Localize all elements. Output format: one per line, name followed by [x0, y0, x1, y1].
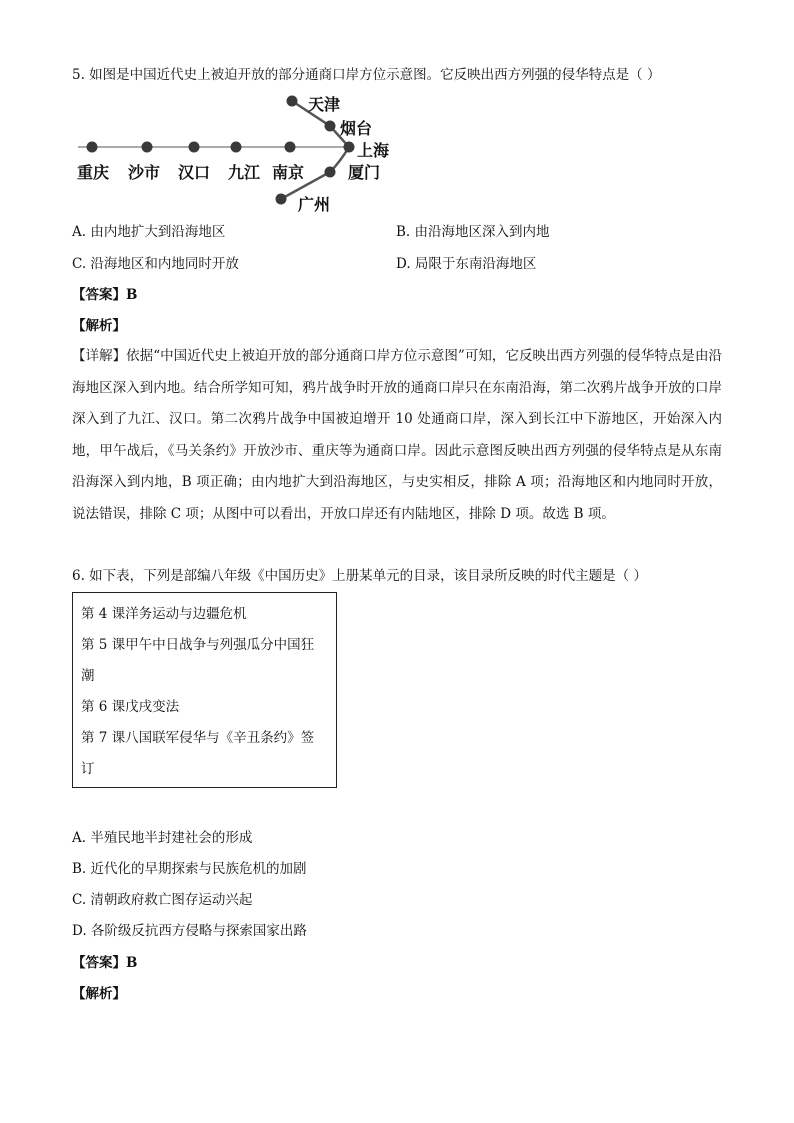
map-dot-tianjin [287, 96, 298, 107]
q5-option-c: C. 沿海地区和内地同时开放 [72, 256, 239, 272]
treaty-ports-map [72, 92, 412, 216]
q5-analysis-label: 【解析】 [72, 318, 126, 334]
q6-option-d: D. 各阶级反抗西方侵略与探索国家出路 [72, 923, 307, 939]
q5-detail: 【详解】依据“中国近代史上被迫开放的部分通商口岸方位示意图”可知，它反映出西方列强的侵华特点是由沿海地区深入到内地。结合所学知可知，鸦片战争时开放的通商口岸只在东南沿海，第二次鸦片战争开放的口岸深入到了九江、汉口。第二次鸦片战争中国被迫增开 10 处通商口岸，深入到长江中下游地区，开始深入内地，甲午战后，《马关条约》开放沙市、重庆等为通商口岸。因此示意图反映出西方列强的侵华特点是从东南沿海深入到内地，B 项正确；由内地扩大到沿海地区，与史实相反，排除 A 项；沿海地区和内地同时开放，说法错误，排除 C 项；从图中可以看出，开放口岸还有内陆地区，排除 D 项。故选 B 项。 [72, 348, 722, 522]
map-dot-xiamen [325, 167, 336, 178]
q5-option-d: D. 局限于东南沿海地区 [396, 256, 537, 272]
q6-option-c: C. 清朝政府救亡图存运动兴起 [72, 892, 253, 908]
map-dot-chongqing [87, 142, 98, 153]
q6-stem: 6. 如下表，下列是部编八年级《中国历史》上册某单元的目录，该目录所反映的时代主题是（ ） [72, 568, 647, 584]
toc-line: 订 [81, 761, 95, 777]
map-dot-shashi [142, 142, 153, 153]
map-dot-yantai [325, 121, 336, 132]
map-dot-jiujiang [231, 142, 242, 153]
map-label-xiamen: 厦门 [348, 163, 381, 182]
q5-stem: 5. 如图是中国近代史上被迫开放的部分通商口岸方位示意图。它反映出西方列强的侵华特点是（ ） [72, 67, 661, 83]
q6-option-b: B. 近代化的早期探索与民族危机的加剧 [72, 861, 307, 877]
map-label-yantai: 烟台 [340, 119, 373, 138]
map-label-tianjin: 天津 [308, 95, 341, 114]
q5-option-b: B. 由沿海地区深入到内地 [396, 224, 550, 240]
map-dot-shanghai [344, 142, 355, 153]
map-label-nanjing: 南京 [272, 163, 305, 182]
map-dot-guangzhou [276, 194, 287, 205]
map-label-hankou: 汉口 [178, 163, 211, 182]
map-label-jiujiang: 九江 [228, 163, 261, 182]
map-label-shashi: 沙市 [128, 163, 161, 182]
toc-line: 潮 [81, 668, 95, 684]
q6-answer: 【答案】B [72, 955, 138, 971]
q5-answer: 【答案】B [72, 287, 138, 303]
map-label-chongqing: 重庆 [77, 163, 110, 182]
map-label-shanghai: 上海 [357, 141, 390, 160]
map-dot-hankou [189, 142, 200, 153]
toc-line: 第 4 课洋务运动与边疆危机 [81, 606, 247, 622]
q6-table-of-contents [72, 592, 337, 788]
toc-line: 第 6 课戊戌变法 [81, 699, 180, 715]
q6-option-a: A. 半殖民地半封建社会的形成 [72, 830, 253, 846]
map-dot-nanjing [285, 142, 296, 153]
map-label-guangzhou: 广州 [298, 195, 331, 214]
toc-line: 第 7 课八国联军侵华与《辛丑条约》签 [81, 730, 315, 746]
toc-line: 第 5 课甲午中日战争与列强瓜分中国狂 [81, 637, 315, 653]
q5-option-a: A. 由内地扩大到沿海地区 [72, 224, 226, 240]
q6-analysis-label: 【解析】 [72, 986, 126, 1002]
